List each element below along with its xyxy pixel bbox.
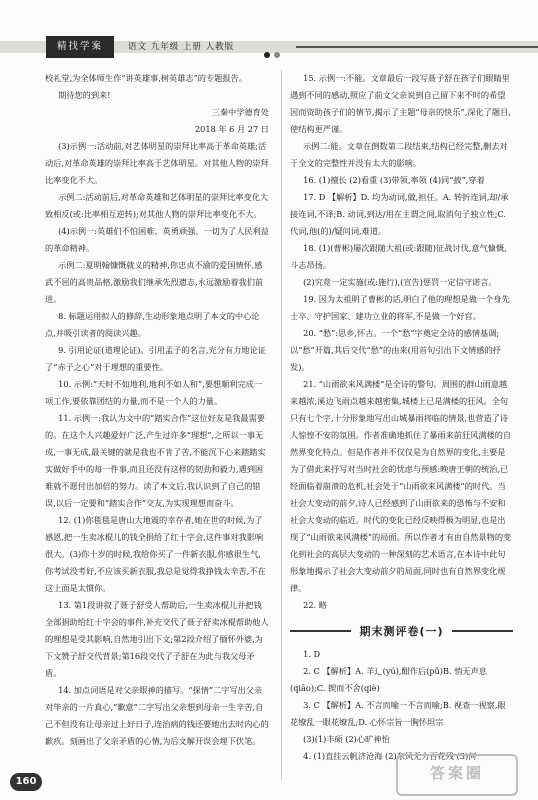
answer-paragraph: 示例二:活动前后,对革命英雄和艺体明星的崇拜比率变化大致相反(或:比率相互逆转);对其他人物的崇拜比率变化不大。 (45, 192, 269, 219)
section-heading (290, 618, 513, 644)
answer-paragraph: (3)示例一:活动前,对艺体明星的崇拜比率高于革命英雄;活动后,对革命英雄的崇拜比率高于艺体明星。对其他人物的崇拜比率变化不大。 (45, 141, 269, 185)
column-divider (281, 70, 282, 780)
answer-paragraph: 19. 因为太祖明了曹彬的话,明白了他的理想是做一个身先士卒、守护国家、建功立业的将军,不是做一个好官。 (290, 294, 510, 321)
heading-rule (290, 630, 351, 632)
header-rule (296, 46, 538, 48)
answer-paragraph: (4)示例一:英雄们不怕困难、英勇顽强、一切为了人民利益的革命精神。 (45, 226, 269, 253)
dot-icon (264, 52, 270, 58)
answer-paragraph: 13. 第1段讲叙了聂子舒受人帮助后,一生卖冰棍儿并把钱全部捐助给红十字会的事件,补充交代了聂子舒卖冰棍帮助他人的理想是受其影响,自然地引出下文;第2段介绍了缅怀外婆,为下文赞子舒交代背景;第16段交代了子舒在为此与我父母矛盾。 (45, 600, 269, 678)
answers-continued (290, 70, 513, 614)
answer-paragraph: 2018 年 6 月 27 日 (194, 124, 269, 134)
answer-paragraph: 9. 引用论证(道理论证)。引用孟子的名言,充分有力地论证了“赤子之心”对于理想的重要性。 (45, 345, 266, 372)
answer-paragraph: 示例二:能。文章在倒数第二段结束,结构已经完整,删去对于全文的完整性并没有太大的影响。 (290, 141, 508, 168)
heading-rule (452, 630, 513, 632)
page-number: 160 (10, 773, 42, 791)
answer-paragraph: 期待您的到来! (58, 90, 111, 100)
right-column (290, 70, 513, 765)
page-header (0, 36, 538, 58)
answer-paragraph: 11. 示例一:我认为文中的“踏实合作”这位好友是我最需要的。在这个人兴趣爱好广泛,产生过许多“理想”,之所以一事无成,一事无成,最关键的就是我也不肯了苦,不能沉下心来踏踏实实做好手中的每一件事,而且还没有这样的韧劲和毅力,遇到困难就不愿付出加倍的努力。读了本文后,我认识到了自己的错误,以后一定要和“踏实合作”交友,为实现理想而奋斗。 (45, 413, 266, 508)
answer-paragraph: 校礼堂,为全体师生作“讲英雄事,树英雄志”的专题报告。 (45, 73, 247, 83)
answer-paragraph: 15. 示例一:不能。文章最后一段写聂子舒在孩子们眼睛里遇到不同的感动,照应了前文父亲说到自己留下来不时的希望因而资助孩子们的情节,揭示了主题“母亲的快乐”,深化了题目,使结构更严谨。 (290, 73, 511, 134)
answer-paragraph: 4. (1)直挂云帆济沧海 (2)东风无力百花残 (3)何 (303, 751, 477, 761)
answer-paragraph: 8. 标题运用拟人的修辞,生动形象地点明了本文的中心论点,并吸引读者的阅读兴趣。 (45, 311, 260, 338)
section-title: 期末测评卷(一) (359, 624, 444, 638)
answer-paragraph: (3)(1)丰硕 (2)心旷神怡 (303, 734, 390, 744)
answer-paragraph: 21. “山雨欲来风满楼”是全诗的警句。周围的群山雨意越来越浓,溪边飞雨点越来越密集,城楼上已是满楼的狂风。全句只有七个字,十分形象地写出山城暴雨将临的情景,也营造了诗人惊惶不安的氛围。作者准确地抓住了暴雨来前狂风满楼的自然界变化特点。但是作者并不仅仅是为自然界的变化,主要是为了借此来抒写对当时社会的忧虑与预感:晚唐王朝的统治,已经面临着崩溃的危机,社会处于“山雨欲来风满楼”的时代。当社会大变动的前夕,诗人已经感到了山雨欲来的恐怖与不安和社会大变动的临近。时代的变化已经反映得极为明显,也是出现了“山雨欲来风满楼”的局面。所以作者才有由自然景物的变化到社会的高层大变动的一种深刻的艺术语言,在本诗中此句形象地揭示了社会大变动前夕的局面,同时也有自然界变化规律。 (290, 379, 512, 593)
answer-paragraph: 12. (1)你毯毯是唐山大地震的幸存者,她在世的时候,为了感恩,把一生卖冰棍儿的钱全捐给了红十字会,这件事对我影响很大。(3)你十岁的时候,我给你买了一件新衣服,你感很生气,你考试没考好,不应该买新衣服,我总是觉得我挣钱太辛苦,不在这上面是太惯你。 (45, 515, 266, 593)
answer-paragraph: 3. C 【解析】A. 不言而喻一不言而喻;B. 视查一视察,眼花缭乱一眼花缭乱;D. 心怀宗旨一胸怀坦宗 (290, 700, 506, 727)
book-subtitle: 语文 九年级 上册 人教版 (128, 42, 235, 52)
answer-paragraph: 17. D 【解析】D. 均为动词,做,担任。A. 转折连词,却/承接连词,不译;B. 动词,到达/用在主谓之间,取消句子独立性;C. 代词,他(的)/疑问词,难道。 (290, 192, 509, 236)
watermark-logo: 答案圈 (396, 754, 518, 796)
answer-paragraph: 三秦中学德育处 (211, 107, 269, 117)
answer-paragraph: 2. C 【解析】A. 羊辶(yú),酣作后(pǔ)B. 悄无声息(qiāo);C. 锲而不舍(qiè) (290, 666, 487, 693)
dot-icon (274, 52, 280, 58)
answer-paragraph: 22. 略 (303, 600, 327, 610)
answer-paragraph: 20. “愁”:思乡,怀古。一个“愁”字奠定全诗的感情基调;以“愁”开篇,其后交代“愁”的由来(用首句引出下文情感的抒发)。 (290, 328, 501, 372)
header-dots (264, 43, 284, 62)
answer-paragraph: 16. (1)擅长 (2)看重 (3)带领,率领 (4)同“披”,穿着 (303, 175, 485, 185)
answer-paragraph: 10. 示例:“天时不如地利,地利不如人和”,要想顺利完成一项工作,要依靠团结的力量,而不是一个人的力量。 (45, 379, 263, 406)
answer-paragraph: 1. D (303, 649, 321, 659)
series-tag: 精找学案 (46, 36, 114, 58)
answer-paragraph: 示例二:夏明翰慷慨就义的精神,你忠贞不渝的爱国情怀,感武不屈的高贵品格,激励我们继承先烈遗志,永远激励着我们前进。 (45, 260, 264, 304)
answer-paragraph: 18. (1)(曹彬)屡次跟随大祖(或:跟随)征战讨伐,意气慷慨,斗志昂扬。 (290, 243, 507, 270)
answer-paragraph: (2)究竟一定实施(或:施行),(宣告)惩罚一定信守诺言。 (303, 277, 497, 287)
exam-answers (290, 646, 513, 765)
left-column (45, 70, 269, 750)
answer-paragraph: 14. 加点词语是对父亲眼神的描写。“探情”二字写出父亲对毕亲的一片真心,“歉意”二字写出父亲想到母亲一生辛苦,自己不但没有让母亲过上好日子,连治病的钱还要她出去时内心的歉疚。刻画出了父亲矛盾的心情,为后文解开误会埋下伏笔。 (45, 685, 269, 746)
